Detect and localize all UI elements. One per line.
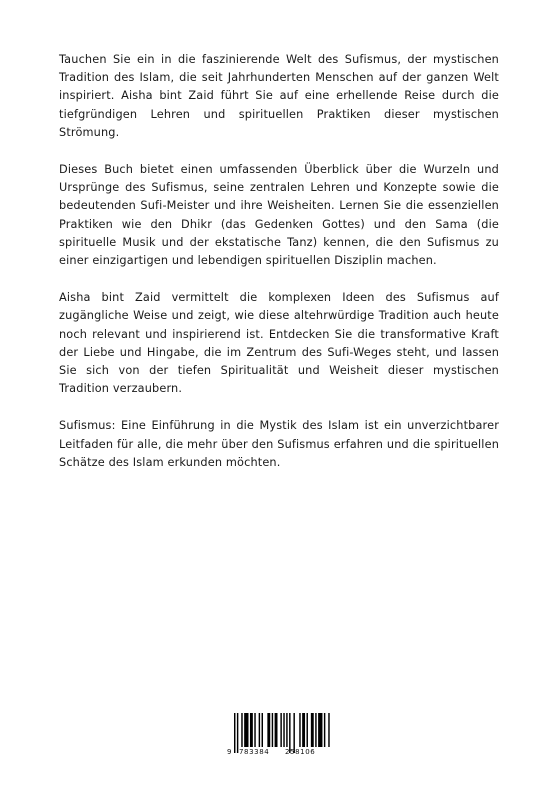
barcode-bar <box>272 713 273 747</box>
barcode-digits <box>227 747 333 758</box>
barcode-bar <box>250 713 253 747</box>
barcode-bar <box>275 713 278 747</box>
barcode-bar <box>315 713 316 747</box>
barcode-bar <box>280 713 281 747</box>
barcode-bar <box>302 713 305 747</box>
blurb-paragraph-1: Tauchen Sie ein in die faszinierende Welt des Sufismus, der mystischen Tradition des Islam, die seit Jahrhunderten Menschen auf der ganzen Welt inspiriert. Aisha bint Zaid führt Sie auf eine erhellende Reise durch die tiefgründigen Lehren und spirituellen Praktiken dieser mystischen Strömung. <box>59 53 499 139</box>
barcode-bar <box>254 713 255 747</box>
barcode-bar <box>241 713 242 747</box>
barcode-bar <box>307 713 308 747</box>
barcode-left-digits: 783384 <box>239 748 270 756</box>
barcode-bar <box>328 713 329 747</box>
barcode-bar <box>311 713 314 747</box>
barcode-bar <box>318 713 322 747</box>
blurb-paragraph-3: Aisha bint Zaid vermittelt die komplexen Ideen des Sufismus auf zugängliche Weise und zeigt, wie diese altehrwürdige Tradition auch heute noch relevant und inspirierend ist. Entdecken Sie die transformative Kraft der Liebe und Hingabe, die im Zentrum des Sufi-Weges steht, und lassen Sie sich von der tiefen Spiritualität und Weisheit dieser mystischen Tradition verzaubern. <box>59 291 499 396</box>
back-cover-text <box>59 51 499 491</box>
barcode-right-digits: 258106 <box>285 748 316 756</box>
barcode-bar <box>283 713 284 747</box>
barcode-lead-digit: 9 <box>227 748 232 756</box>
barcode-bar <box>324 713 325 747</box>
isbn-barcode <box>227 713 333 759</box>
barcode-bar <box>267 713 270 747</box>
barcode-bar <box>244 713 248 747</box>
barcode-bar <box>286 713 287 747</box>
barcode-bar <box>259 713 260 747</box>
blurb-paragraph-2: Dieses Buch bietet einen umfassenden Überblick über die Wurzeln und Ursprünge des Sufismus, seine zentralen Lehren und Konzepte sowie die bedeutenden Sufi-Meister und ihre Weisheiten. Lernen Sie die essenziellen Praktiken wie den Dhikr (das Gedenken Gottes) und den Sama (die spirituelle Musik und der ekstatische Tanz) kennen, die den Sufismus zu einer einzigartigen und lebendigen spirituellen Disziplin machen. <box>59 163 499 268</box>
barcode-bar <box>299 713 300 747</box>
barcode-bar <box>262 713 263 747</box>
blurb-paragraph-4: Sufismus: Eine Einführung in die Mystik des Islam ist ein unverzichtbarer Leitfaden für alle, die mehr über den Sufismus erfahren und die spirituellen Schätze des Islam erkunden möchten. <box>59 419 499 469</box>
